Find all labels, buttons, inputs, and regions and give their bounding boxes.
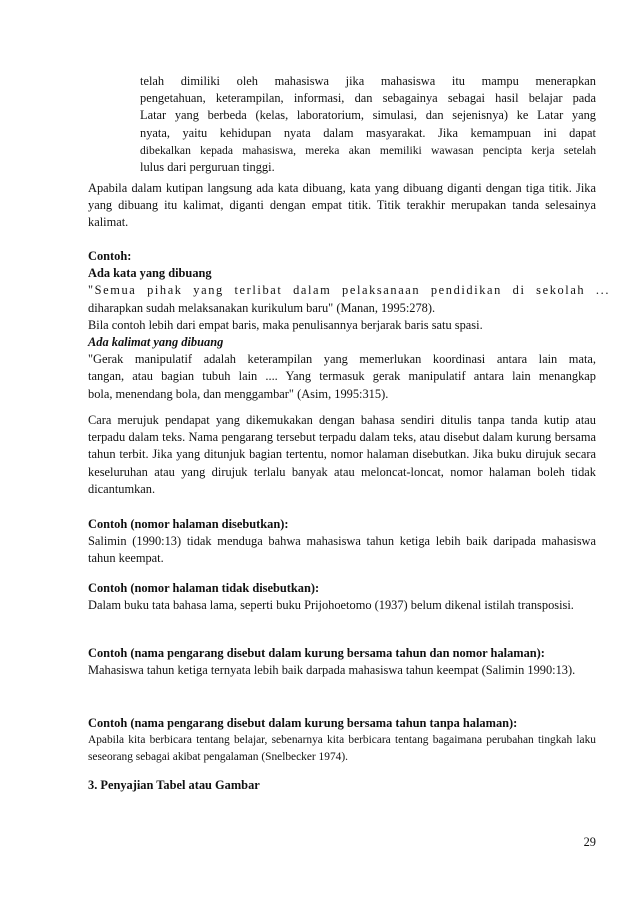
quote-line: lulus dari perguruan tinggi. xyxy=(140,160,275,175)
citation-example-heading: Contoh (nomor halaman tidak disebutkan): xyxy=(88,581,320,595)
quote-line: pengetahuan, keterampilan, informasi, dan sebagainya sebagai hasil belajar pada xyxy=(140,91,596,106)
citation-example-text: Mahasiswa tahun ketiga ternyata lebih baik darpada mahasiswa tahun keempat (Salimin 1990:13). xyxy=(88,663,576,678)
example-omission-block xyxy=(88,248,611,403)
citation-example-2 xyxy=(88,580,596,614)
citation-example-3 xyxy=(88,645,596,679)
quote-line: dibekalkan kepada mahasiswa, mereka akan memiliki wawasan pencipta kerja setelah xyxy=(140,143,596,157)
block-quote xyxy=(140,73,596,176)
example-subheading-word-omitted: Ada kata yang dibuang xyxy=(88,266,212,281)
citation-example-heading: Contoh (nomor halaman disebutkan): xyxy=(88,517,289,531)
citation-example-text: Salimin (1990:13) tidak menduga bahwa mahasiswa tahun ketiga lebih baik daripada mahasiswa tahun keempat. xyxy=(88,534,596,566)
example-heading: Contoh: xyxy=(88,249,132,263)
section-heading: 3. Penyajian Tabel atau Gambar xyxy=(88,778,260,792)
citation-example-heading: Contoh (nama pengarang disebut dalam kurung bersama tahun tanpa halaman): xyxy=(88,716,518,730)
quote-line: telah dimiliki oleh mahasiswa jika mahasiswa itu mampu menerapkan xyxy=(140,74,596,88)
example-quote-line: "Gerak manipulatif adalah keterampilan yang memerlukan koordinasi antara lain mata, xyxy=(88,352,596,367)
example-quote-line: "Semua pihak yang terlibat dalam pelaksanaan pendidikan di sekolah ... xyxy=(88,283,611,298)
citation-example-4 xyxy=(88,715,596,767)
example-quote-line: tangan, atau bagian tubuh lain .... Yang termasuk gerak manipulatif antara lain menangkap xyxy=(88,369,596,384)
example-quote-line: bola, menendang bola, dan menggambar" (Asim, 1995:315). xyxy=(88,386,389,401)
citation-example-1 xyxy=(88,516,596,568)
citation-example-heading: Contoh (nama pengarang disebut dalam kurung bersama tahun dan nomor halaman): xyxy=(88,646,545,660)
example-quote-line: diharapkan sudah melaksanakan kurikulum baru" (Manan, 1995:278). xyxy=(88,300,436,315)
citation-example-text: Apabila kita berbicara tentang belajar, sebenarnya kita berbicara tentang bagaimana perubahan tingkah laku seseorang sebagai akibat pengalaman (Snelbecker 1974). xyxy=(88,734,596,764)
paragraph-omission-rule: Apabila dalam kutipan langsung ada kata dibuang, kata yang dibuang diganti dengan tiga titik. Jika yang dibuang itu kalimat, diganti dengan empat titik. Titik terakhir merupakan tanda selesainya kalimat. xyxy=(88,181,596,230)
quote-line: Latar yang berbeda (kelas, laboratorium, simulasi, dan sejenisnya) ke Latar yang xyxy=(140,108,596,123)
example-subheading-sentence-omitted: Ada kalimat yang dibuang xyxy=(88,335,224,350)
citation-example-text: Dalam buku tata bahasa lama, seperti buku Prijohoetomo (1937) belum dikenal istilah transposisi. xyxy=(88,598,574,613)
quote-line: nyata, yaitu kehidupan nyata dalam masyarakat. Jika kemampuan ini dapat xyxy=(140,125,596,140)
paragraph-citation-rule: Cara merujuk pendapat yang dikemukakan dengan bahasa sendiri ditulis tanpa tanda kutip atau terpadu dalam teks. Nama pengarang tersebut terpadu dalam teks, atau disebut dalam kurung bersama tahun terbit. Jika yang ditunjuk bagian tertentu, nomor halaman disebutkan. Jika buku dirujuk secara keseluruhan atau yang dirujuk terlalu banyak atau meloncat-loncat, nomor halaman boleh tidak dicantumkan. xyxy=(88,413,596,496)
page-number: 29 xyxy=(583,835,596,849)
spacing-note: Bila contoh lebih dari empat baris, maka penulisannya berjarak baris satu spasi. xyxy=(88,317,483,332)
